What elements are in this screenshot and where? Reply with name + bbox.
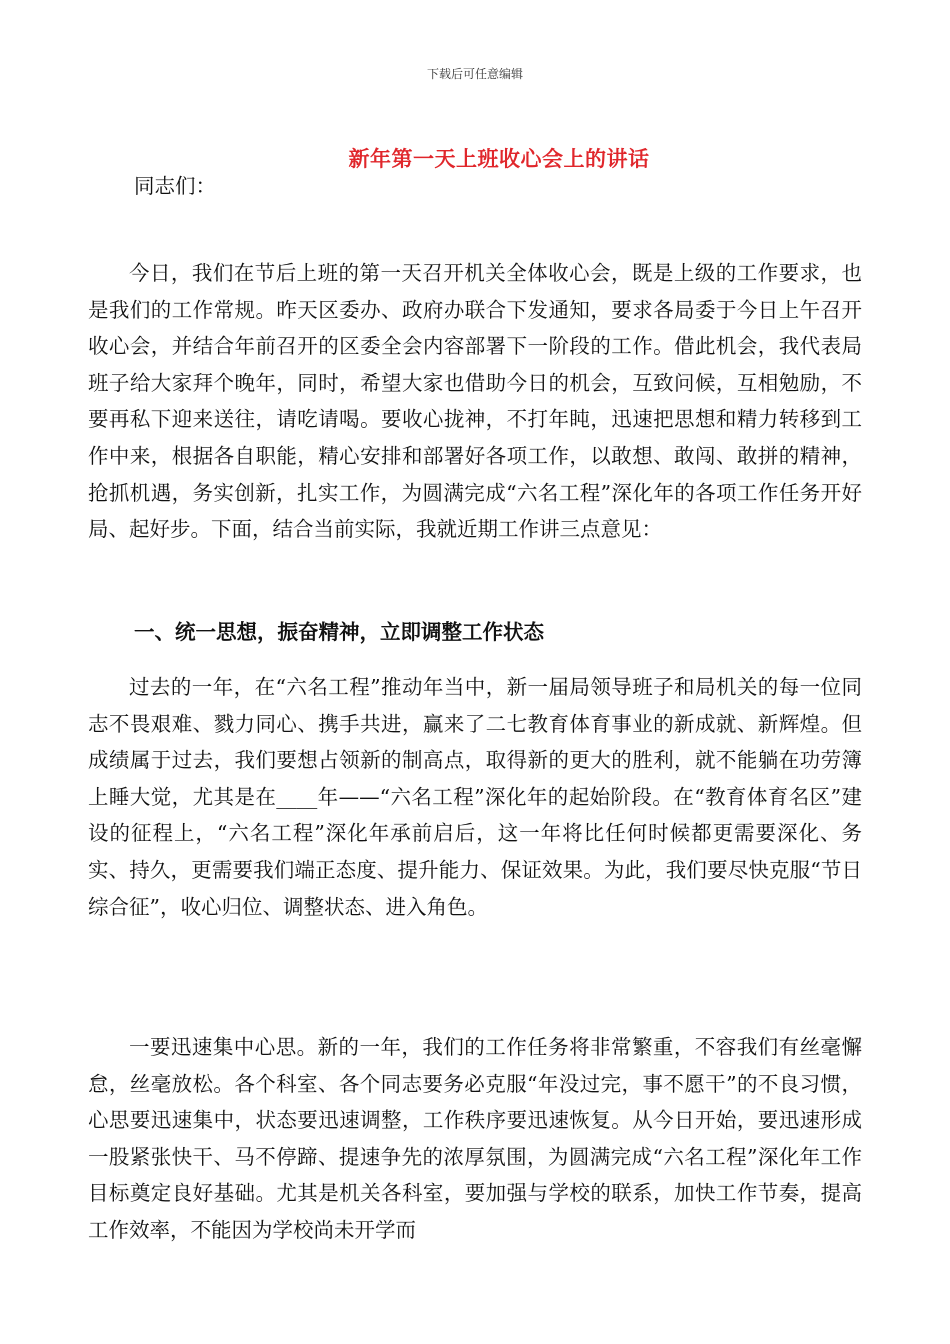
greeting: 同志们： — [134, 174, 216, 198]
paragraph-text: 一要迅速集中心思。新的一年，我们的工作任务将非常繁重，不容我们有丝毫懈怠，丝毫放松。各个科室、各个同志要务必克服“年没过完，事不愿干”的不良习惯，心思要迅速集中，状态要迅速调整，工作秩序要迅速恢复。从今日开始，要迅速形成一股紧张快干、马不停蹄、提速争先的浓厚氛围，为圆满完成“六名工程”深化年工作目标奠定良好基础。尤其是机关各科室，要加强与学校的联系，加快工作节奏，提高工作效率，不能因为学校尚未开学而 — [88, 1035, 862, 1242]
section-heading-1: 一、统一思想，振奋精神，立即调整工作状态 — [134, 620, 544, 644]
header-note: 下载后可任意编辑 — [426, 67, 523, 81]
paragraph-focus — [88, 1029, 862, 1249]
paragraph-text: 今日，我们在节后上班的第一天召开机关全体收心会，既是上级的工作要求，也是我们的工作常规。昨天区委办、政府办联合下发通知，要求各局委于今日上午召开收心会，并结合年前召开的区委全会内容部署下一阶段的工作。借此机会，我代表局班子给大家拜个晚年，同时，希望大家也借助今日的机会，互致问候，互相勉励，不要再私下迎来送往，请吃请喝。要收心拢神，不打年盹，迅速把思想和精力转移到工作中来，根据各自职能，精心安排和部署好各项工作，以敢想、敢闯、敢拼的精神，抢抓机遇，务实创新，扎实工作，为圆满完成“六名工程”深化年的各项工作任务开好局、起好步。下面，结合当前实际，我就近期工作讲三点意见： — [88, 261, 862, 542]
paragraph-past-year — [88, 669, 862, 925]
paragraph-intro — [88, 255, 862, 548]
document-title: 新年第一天上班收心会上的讲话 — [348, 146, 650, 171]
paragraph-text: 过去的一年，在“六名工程”推动年当中，新一届局领导班子和局机关的每一位同志不畏艰难、戮力同心、携手共进，赢来了二七教育体育事业的新成就、新辉煌。但成绩属于过去，我们要想占领新的制高点，取得新的更大的胜利，就不能躺在功劳簿上睡大觉，尤其是在____年——“六名工程”深化年的起始阶段。在“教育体育名区”建设的征程上，“六名工程”深化年承前启后，这一年将比任何时候都更需要深化、务实、持久，更需要我们端正态度、提升能力、保证效果。为此，我们要尽快克服“节日综合征”，收心归位、调整状态、进入角色。 — [88, 675, 862, 919]
